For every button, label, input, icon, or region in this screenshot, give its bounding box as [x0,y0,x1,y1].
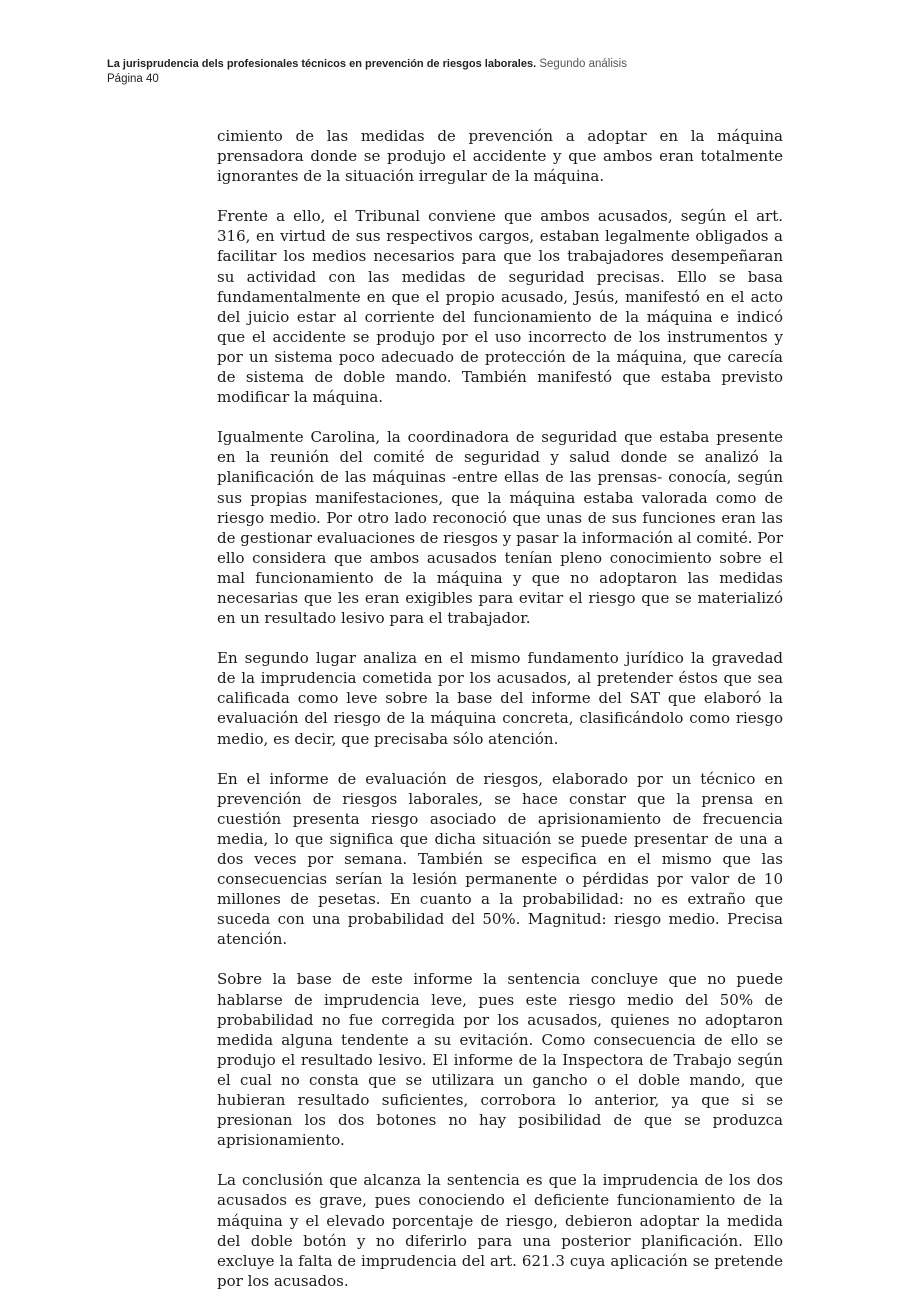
body-text [217,126,783,1311]
paragraph: Igualmente Carolina, la coordinadora de seguridad que estaba presente en la reunión del comité de seguridad y salud donde se analizó la planificación de las máquinas -entre ellas de las prensas- conocía, según sus propias manifestaciones, que la máquina estaba valorada como de riesgo medio. Por otro lado reconoció que unas de sus funciones eran las de gestionar evaluaciones de riesgos y pasar la información al comité. Por ello considera que ambos acusados tenían pleno conocimiento sobre el mal funcionamiento de la máquina y que no adoptaron las medidas necesarias que les eran exigibles para evitar el riesgo que se materializó en un resultado lesivo para el trabajador. [217,428,783,628]
paragraph: Frente a ello, el Tribunal conviene que ambos acusados, según el art. 316, en virtud de sus respectivos cargos, estaban legalmente obligados a facilitar los medios necesarios para que los trabajadores desempeñaran su actividad con las medidas de seguridad precisas. Ello se basa fundamentalmente en que el propio acusado, Jesús, manifestó en el acto del juicio estar al corriente del funcionamiento de la máquina e indicó que el accidente se produjo por el uso incorrecto de los instrumentos y por un sistema poco adecuado de protección de la máquina, que carecía de sistema de doble mando. También manifestó que estaba previsto modificar la máquina. [217,207,783,407]
paragraph: Sobre la base de este informe la sentencia concluye que no puede hablarse de imprudencia leve, pues este riesgo medio del 50% de probabilidad no fue corregida por los acusados, quienes no adoptaron medida alguna tendente a su evitación. Como consecuencia de ello se produjo el resultado lesivo. El informe de la Inspectora de Trabajo según el cual no consta que se utilizara un gancho o el doble mando, que hubieran resultado suficientes, corrobora lo anterior, ya que si se presionan los dos botones no hay posibilidad de que se produzca aprisionamiento. [217,970,783,1150]
document-subtitle: Segundo análisis [539,58,627,70]
paragraph: En el informe de evaluación de riesgos, elaborado por un técnico en prevención de riesgos laborales, se hace constar que la prensa en cuestión presenta riesgo asociado de aprisionamiento de frecuencia media, lo que significa que dicha situación se puede presentar de una a dos veces por semana. También se especifica en el mismo que las consecuencias serían la lesión permanente o pérdidas por valor de 10 millones de pesetas. En cuanto a la probabilidad: no es extraño que suceda con una probabilidad del 50%. Magnitud: riesgo medio. Precisa atención. [217,769,783,949]
paragraph: cimiento de las medidas de prevención a adoptar en la máquina prensadora donde se produjo el accidente y que ambos eran totalmente ignorantes de la situación irregular de la máquina. [217,127,783,186]
page-number: Página 40 [107,73,159,85]
paragraph: En segundo lugar analiza en el mismo fundamento jurídico la gravedad de la imprudencia cometida por los acusados, al pretender éstos que sea calificada como leve sobre la base del informe del SAT que elaboró la evaluación del riesgo de la máquina concreta, clasificándolo como riesgo medio, es decir, que precisaba sólo atención. [217,649,783,748]
header-title-line [107,57,807,72]
paragraph: La conclusión que alcanza la sentencia es que la imprudencia de los dos acusados es grave, pues conociendo el deficiente funcionamiento de la máquina y el elevado porcentaje de riesgo, debieron adoptar la medida del doble botón y no diferirlo para una posterior planificación. Ello excluye la falta de imprudencia del art. 621.3 cuya aplicación se pretende por los acusados. [217,1171,783,1290]
document-title: La jurisprudencia dels profesionales técnicos en prevención de riesgos laborales. [107,58,537,70]
running-header [107,57,807,87]
